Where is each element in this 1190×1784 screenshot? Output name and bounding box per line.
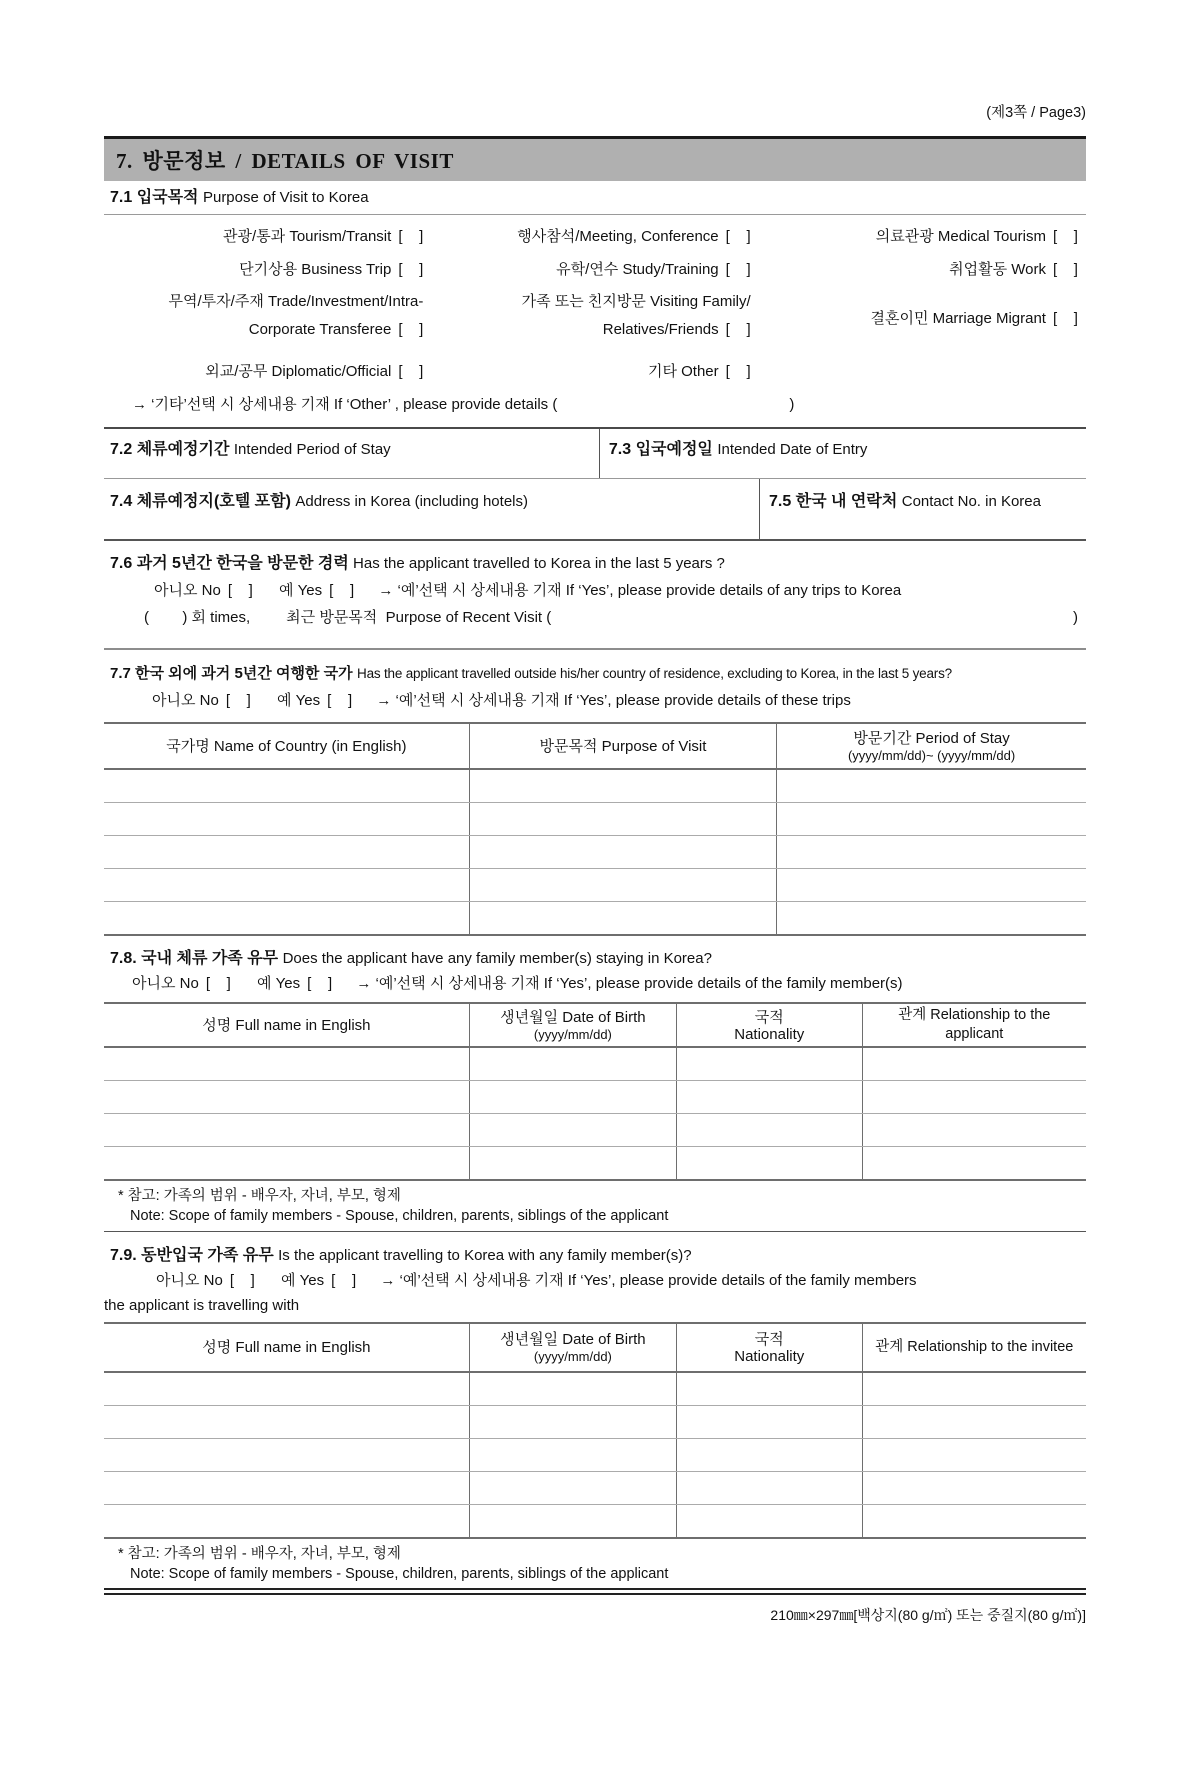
- cell-nationality[interactable]: [676, 1505, 862, 1539]
- s77-yes-note: → ‘예’선택 시 상세내용 기재 If ‘Yes’, please provide details of these trips: [376, 692, 851, 709]
- table-header-row: [104, 723, 1086, 769]
- s76-recent-visit-label[interactable]: 최근 방문목적 Purpose of Recent Visit (: [286, 609, 552, 626]
- family-in-korea-table: [104, 1002, 1086, 1181]
- col-header-dob: [469, 1323, 676, 1372]
- purpose-label-tourism: 관광/통과 Tourism/Transit: [223, 228, 392, 245]
- purpose-row-2: [104, 253, 1086, 286]
- table-row: [104, 1147, 1086, 1181]
- cell-name[interactable]: [104, 1472, 469, 1505]
- cell-name[interactable]: [104, 1047, 469, 1081]
- purpose-option-study: [431, 253, 758, 286]
- section-75-title-en: Contact No. in Korea: [901, 493, 1041, 510]
- cell-relationship[interactable]: [862, 1472, 1086, 1505]
- cell-purpose[interactable]: [469, 902, 776, 936]
- purpose-label-work: 취업활동 Work: [949, 261, 1046, 278]
- cell-country[interactable]: [104, 769, 469, 803]
- section-78-title-en: Does the applicant have any family member(s) staying in Korea?: [282, 950, 712, 967]
- s79-yes-note-continued: the applicant is travelling with: [104, 1297, 300, 1314]
- cell-dob[interactable]: [469, 1147, 676, 1181]
- section-71-title: [104, 181, 1086, 215]
- purpose-checkbox-other[interactable]: [ ]: [725, 363, 751, 380]
- other-details-label: → ‘기타’선택 시 상세내용 기재 If ‘Other’ , please provide details (: [132, 396, 558, 413]
- cell-name[interactable]: [104, 1081, 469, 1114]
- s77-no-label: 아니오 No: [152, 692, 219, 709]
- purpose-checkbox-tourism[interactable]: [ ]: [398, 228, 424, 245]
- table-row: [104, 869, 1086, 902]
- paper-spec-footer: 210㎜×297㎜[백상지(80 g/㎡) 또는 중질지(80 g/㎡)]: [770, 1607, 1086, 1623]
- cell-relationship[interactable]: [862, 1439, 1086, 1472]
- field-72-period-of-stay[interactable]: [104, 429, 600, 478]
- section-78-title-ko: 7.8. 국내 체류 가족 유무: [110, 950, 279, 967]
- col-header-name: 성명 Full name in English: [104, 1323, 469, 1372]
- table-row: [104, 803, 1086, 836]
- cell-country[interactable]: [104, 869, 469, 902]
- cell-nationality[interactable]: [676, 1372, 862, 1406]
- page-end-rule: [104, 1588, 1086, 1595]
- purpose-checkbox-work[interactable]: [ ]: [1052, 261, 1078, 278]
- cell-country[interactable]: [104, 803, 469, 836]
- cell-name[interactable]: [104, 1147, 469, 1181]
- col-header-nat-line2: Nationality: [734, 1025, 805, 1043]
- note-line-ko: * 참고: 가족의 범위 - 배우자, 자녀, 부모, 형제: [118, 1188, 401, 1204]
- s79-yes-checkbox[interactable]: [ ]: [331, 1272, 357, 1289]
- section-71-title-ko: 7.1 입국목적: [110, 189, 199, 206]
- cell-period[interactable]: [777, 836, 1086, 869]
- purpose-label-business: 단기상용 Business Trip: [239, 261, 392, 278]
- purpose-grid: [104, 215, 1086, 421]
- col-header-relationship: 관계 Relationship to the applicant: [862, 1003, 1086, 1047]
- cell-name[interactable]: [104, 1372, 469, 1406]
- cell-period[interactable]: [777, 869, 1086, 902]
- travelling-family-table: [104, 1322, 1086, 1539]
- cell-name[interactable]: [104, 1439, 469, 1472]
- col-header-dob: [469, 1003, 676, 1047]
- purpose-option-trade: [104, 288, 431, 350]
- field-74-address-in-korea[interactable]: [104, 479, 760, 539]
- col-header-nat-line2: Nationality: [734, 1348, 805, 1365]
- table-row: [104, 769, 1086, 803]
- purpose-label-trade-line2: Corporate Transferee: [248, 321, 392, 338]
- cell-dob[interactable]: [469, 1406, 676, 1439]
- col-header-nationality: [676, 1003, 862, 1047]
- col-header-purpose: 방문목적 Purpose of Visit: [469, 723, 776, 769]
- s76-close-paren: ): [1073, 609, 1078, 626]
- note-line-en: Note: Scope of family members - Spouse, children, parents, siblings of the applicant: [130, 1566, 669, 1582]
- col-header-nat-line1: 국적: [754, 1331, 784, 1348]
- field-73-date-of-entry[interactable]: [600, 429, 1086, 478]
- table-row: [104, 1114, 1086, 1147]
- s76-yes-label: 예 Yes: [279, 582, 323, 599]
- cell-period[interactable]: [777, 769, 1086, 803]
- purpose-label-diplomatic: 외교/공무 Diplomatic/Official: [205, 363, 392, 380]
- section-72-title-en: Intended Period of Stay: [233, 441, 391, 458]
- s76-yes-note: → ‘예’선택 시 상세내용 기재 If ‘Yes’, please provide details of any trips to Korea: [378, 582, 902, 599]
- col-header-dob-line2: (yyyy/mm/dd): [533, 1026, 612, 1042]
- cell-relationship[interactable]: [862, 1114, 1086, 1147]
- note-line-ko: * 참고: 가족의 범위 - 배우자, 자녀, 부모, 형제: [118, 1546, 401, 1562]
- col-header-dob-line2: (yyyy/mm/dd): [533, 1349, 612, 1364]
- s78-yes-note: → ‘예’선택 시 상세내용 기재 If ‘Yes’, please provide details of the family member(s): [356, 975, 903, 992]
- form-page: [104, 102, 1086, 1625]
- cell-dob[interactable]: [469, 1472, 676, 1505]
- cell-dob[interactable]: [469, 1505, 676, 1539]
- section-75-title-ko: 7.5 한국 내 연락처: [768, 493, 898, 510]
- section-76-title-ko: 7.6 과거 5년간 한국을 방문한 경력: [110, 555, 349, 572]
- purpose-checkbox-business[interactable]: [ ]: [398, 261, 424, 278]
- table-row: [104, 1505, 1086, 1539]
- cell-purpose[interactable]: [469, 769, 776, 803]
- note-line-en: Note: Scope of family members - Spouse, children, parents, siblings of the applicant: [130, 1208, 669, 1224]
- section-76-title-en: Has the applicant travelled to Korea in the last 5 years ?: [353, 555, 725, 572]
- purpose-row-4: [104, 355, 1086, 388]
- cell-purpose[interactable]: [469, 836, 776, 869]
- other-details-row: [104, 388, 1086, 421]
- s76-yes-checkbox[interactable]: [ ]: [329, 582, 355, 599]
- s76-recent-visit-field[interactable]: [551, 604, 1073, 631]
- cell-relationship[interactable]: [862, 1147, 1086, 1181]
- col-header-period: [777, 723, 1086, 769]
- purpose-label-study: 유학/연수 Study/Training: [556, 261, 719, 278]
- s78-yes-label: 예 Yes: [257, 975, 301, 992]
- cell-period[interactable]: [777, 902, 1086, 936]
- purpose-checkbox-trade[interactable]: [ ]: [398, 321, 424, 338]
- table-header-row: [104, 1323, 1086, 1372]
- cell-country[interactable]: [104, 836, 469, 869]
- section-79-answer-row: [104, 1268, 1086, 1293]
- cell-dob[interactable]: [469, 1114, 676, 1147]
- table-header-row: [104, 1003, 1086, 1047]
- purpose-label-family-line2: Relatives/Friends: [602, 321, 719, 338]
- col-header-nationality: [676, 1323, 862, 1372]
- section-79-title: [104, 1243, 1086, 1268]
- section-7-header: 7. 방문정보 / DETAILS OF VISIT: [104, 136, 1086, 181]
- cell-relationship[interactable]: [862, 1372, 1086, 1406]
- purpose-option-meeting: [431, 220, 758, 253]
- s78-no-label: 아니오 No: [132, 975, 199, 992]
- purpose-label-trade-line1: 무역/투자/주재 Trade/Investment/Intra-: [168, 293, 424, 310]
- s77-no-checkbox[interactable]: [ ]: [225, 692, 251, 709]
- cell-name[interactable]: [104, 1114, 469, 1147]
- cell-relationship[interactable]: [862, 1047, 1086, 1081]
- col-header-country: 국가명 Name of Country (in English): [104, 723, 469, 769]
- cell-nationality[interactable]: [676, 1081, 862, 1114]
- purpose-row-3: [104, 286, 1086, 350]
- col-header-dob-line1: 생년월일 Date of Birth: [500, 1331, 646, 1348]
- cell-period[interactable]: [777, 803, 1086, 836]
- section-76: [104, 541, 1086, 650]
- section-77-title-en: Has the applicant travelled outside his/her country of residence, excluding to Korea, in the last 5 years?: [357, 666, 952, 681]
- section-77-title: [104, 661, 1086, 686]
- page-indicator: (제3쪽 / Page3): [986, 105, 1086, 121]
- col-header-dob-line1: 생년월일 Date of Birth: [500, 1008, 646, 1026]
- table-row: [104, 1472, 1086, 1505]
- cell-purpose[interactable]: [469, 803, 776, 836]
- purpose-option-work: [759, 253, 1086, 286]
- s76-no-checkbox[interactable]: [ ]: [227, 582, 253, 599]
- col-header-period-line1: 방문기간 Period of Stay: [853, 729, 1010, 747]
- cell-nationality[interactable]: [676, 1472, 862, 1505]
- section-71-title-en: Purpose of Visit to Korea: [202, 189, 369, 206]
- s77-yes-checkbox[interactable]: [ ]: [327, 692, 353, 709]
- purpose-option-family: [431, 288, 758, 350]
- s77-yes-label: 예 Yes: [277, 692, 321, 709]
- s79-no-label: 아니오 No: [156, 1272, 223, 1289]
- purpose-label-medical: 의료관광 Medical Tourism: [875, 228, 1046, 245]
- cell-relationship[interactable]: [862, 1406, 1086, 1439]
- other-details-field[interactable]: ): [789, 396, 795, 413]
- purpose-option-marriage: [759, 288, 1086, 350]
- purpose-empty-cell: [759, 355, 1086, 388]
- col-header-name: 성명 Full name in English: [104, 1003, 469, 1047]
- table-row: [104, 1081, 1086, 1114]
- purpose-checkbox-family[interactable]: [ ]: [725, 321, 751, 338]
- s78-no-checkbox[interactable]: [ ]: [205, 975, 231, 992]
- table-row: [104, 1047, 1086, 1081]
- s79-yes-label: 예 Yes: [281, 1272, 325, 1289]
- section-76-times-row: [110, 604, 1086, 631]
- table-row: [104, 1439, 1086, 1472]
- field-75-contact-no[interactable]: [760, 479, 1086, 539]
- section-78-title: [104, 946, 1086, 971]
- cell-nationality[interactable]: [676, 1147, 862, 1181]
- purpose-label-meeting: 행사참석/Meeting, Conference: [517, 228, 719, 245]
- purpose-row-1: [104, 220, 1086, 253]
- row-72-73: [104, 427, 1086, 478]
- spacer: [104, 124, 1086, 136]
- purpose-label-marriage: 결혼이민 Marriage Migrant: [870, 310, 1046, 327]
- cell-dob[interactable]: [469, 1372, 676, 1406]
- purpose-option-tourism: [104, 220, 431, 253]
- purpose-label-family-line1: 가족 또는 친지방문 Visiting Family/: [521, 293, 751, 310]
- table-row: [104, 836, 1086, 869]
- family-scope-note-2: [104, 1544, 1086, 1584]
- cell-nationality[interactable]: [676, 1114, 862, 1147]
- purpose-checkbox-diplomatic[interactable]: [ ]: [398, 363, 424, 380]
- purpose-option-diplomatic: [104, 355, 431, 388]
- section-73-title-ko: 7.3 입국예정일: [608, 441, 713, 458]
- purpose-checkbox-study[interactable]: [ ]: [725, 261, 751, 278]
- s78-yes-checkbox[interactable]: [ ]: [307, 975, 333, 992]
- cell-country[interactable]: [104, 902, 469, 936]
- section-79-title-en: Is the applicant travelling to Korea with any family member(s)?: [278, 1247, 692, 1264]
- section-73-title-en: Intended Date of Entry: [717, 441, 868, 458]
- table-row: [104, 1406, 1086, 1439]
- cell-nationality[interactable]: [676, 1406, 862, 1439]
- s79-yes-note: → ‘예’선택 시 상세내용 기재 If ‘Yes’, please provide details of the family members: [380, 1272, 917, 1289]
- s76-times-field[interactable]: ( ) 회 times,: [144, 609, 251, 626]
- purpose-option-other: [431, 355, 758, 388]
- purpose-label-other: 기타 Other: [647, 363, 719, 380]
- section-74-title-en: Address in Korea (including hotels): [295, 493, 528, 510]
- cell-nationality[interactable]: [676, 1047, 862, 1081]
- cell-nationality[interactable]: [676, 1439, 862, 1472]
- section-76-answer-row: [110, 577, 1086, 604]
- row-74-75: [104, 478, 1086, 541]
- purpose-option-medical: [759, 220, 1086, 253]
- section-76-title: [110, 550, 1086, 577]
- section-79-title-ko: 7.9. 동반입국 가족 유무: [110, 1247, 274, 1264]
- family-scope-note: [104, 1186, 1086, 1226]
- section-72-title-ko: 7.2 체류예정기간: [110, 441, 230, 458]
- travel-history-table: [104, 722, 1086, 936]
- section-74-title-ko: 7.4 체류예정지(호텔 포함): [110, 493, 291, 510]
- section-77-title-ko: 7.7 한국 외에 과거 5년간 여행한 국가: [110, 665, 353, 682]
- cell-relationship[interactable]: [862, 1081, 1086, 1114]
- purpose-option-business: [104, 253, 431, 286]
- table-row: [104, 902, 1086, 936]
- cell-dob[interactable]: [469, 1439, 676, 1472]
- s79-no-checkbox[interactable]: [ ]: [229, 1272, 255, 1289]
- purpose-checkbox-medical[interactable]: [ ]: [1052, 228, 1078, 245]
- col-header-nat-line1: 국적: [754, 1008, 784, 1026]
- cell-purpose[interactable]: [469, 869, 776, 902]
- purpose-checkbox-marriage[interactable]: [ ]: [1052, 310, 1078, 327]
- purpose-checkbox-meeting[interactable]: [ ]: [725, 228, 751, 245]
- section-78-answer-row: [104, 971, 1086, 997]
- cell-dob[interactable]: [469, 1081, 676, 1114]
- table-row: [104, 1372, 1086, 1406]
- cell-name[interactable]: [104, 1505, 469, 1539]
- s76-no-label: 아니오 No: [154, 582, 221, 599]
- section-77-answer-row: [104, 686, 1086, 715]
- cell-relationship[interactable]: [862, 1505, 1086, 1539]
- section-divider: [104, 1231, 1086, 1232]
- col-header-period-line2: (yyyy/mm/dd)~ (yyyy/mm/dd): [847, 747, 1016, 763]
- cell-dob[interactable]: [469, 1047, 676, 1081]
- col-header-relationship: 관계 Relationship to the invitee: [862, 1323, 1086, 1372]
- cell-name[interactable]: [104, 1406, 469, 1439]
